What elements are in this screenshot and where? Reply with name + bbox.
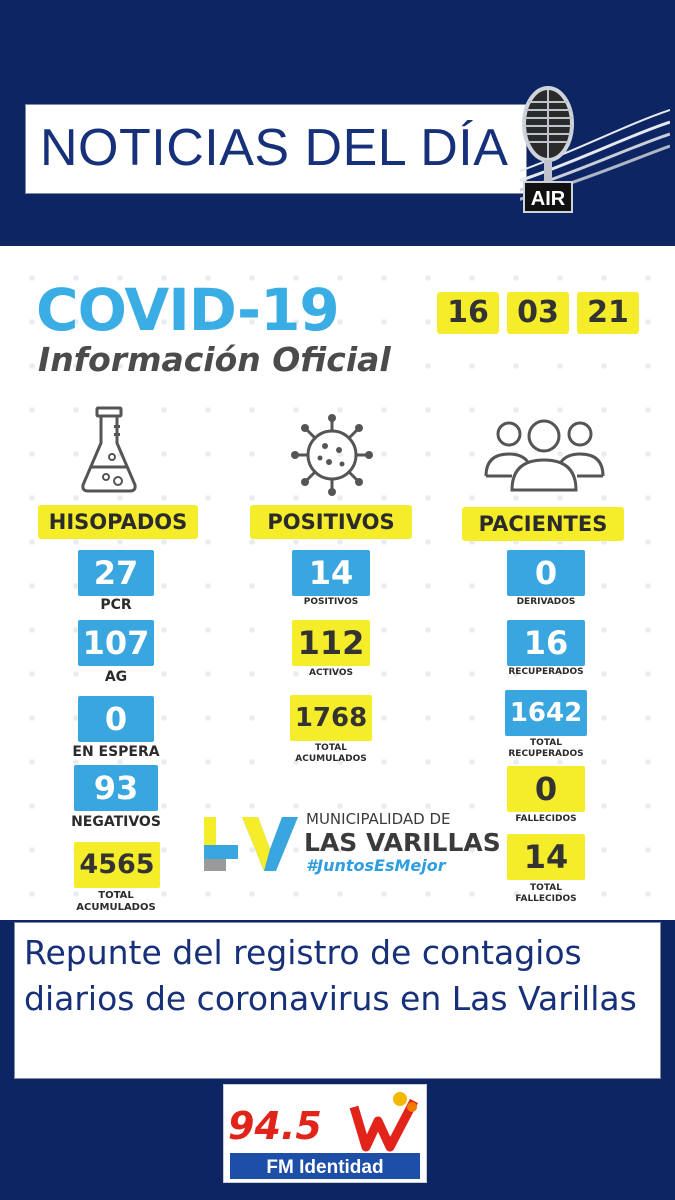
value-fallecidos: 0 (507, 766, 585, 812)
flask-icon (78, 405, 140, 495)
radio-logo (224, 1085, 426, 1182)
microphone-icon (520, 82, 670, 222)
municipality-name: LAS VARILLAS (304, 828, 501, 857)
headline-text: Repunte del registro de contagios diarios de coronavirus en Las Varillas (24, 933, 637, 1018)
label-activos: ACTIVOS (309, 668, 353, 678)
value-negativos: 93 (74, 765, 158, 811)
value-activos: 112 (292, 620, 370, 666)
label-positivos-total-1: TOTAL (315, 743, 347, 753)
air-badge: AIR (530, 188, 566, 210)
value-ag: 107 (78, 620, 154, 666)
value-total-recuperados: 1642 (505, 690, 587, 736)
label-negativos: NEGATIVOS (71, 814, 161, 830)
date-month: 03 (507, 292, 569, 334)
label-total-fallecidos-1: TOTAL (530, 883, 562, 893)
radio-name: FM Identidad (266, 1157, 384, 1178)
category-pacientes: PACIENTES (462, 507, 624, 541)
value-positivos: 14 (292, 550, 370, 596)
municipality-hashtag: #JuntosEsMejor (306, 856, 446, 875)
label-fallecidos: FALLECIDOS (515, 814, 577, 824)
value-derivados: 0 (507, 550, 585, 596)
label-en-espera: EN ESPERA (72, 744, 160, 760)
label-total-recuperados-1: TOTAL (530, 738, 562, 748)
las-varillas-logo (200, 815, 300, 873)
value-total-fallecidos: 14 (507, 834, 585, 880)
value-hisopados-total: 4565 (74, 842, 160, 888)
label-total-recuperados-2: RECUPERADOS (508, 749, 584, 759)
value-pcr: 27 (78, 550, 154, 596)
header-title: NOTICIAS DEL DÍA (40, 119, 509, 177)
date-day: 16 (437, 292, 499, 334)
virus-icon (289, 412, 375, 498)
covid-subtitle: Información Oficial (38, 340, 391, 379)
patients-group-icon (482, 412, 607, 494)
date-year: 21 (577, 292, 639, 334)
category-hisopados: HISOPADOS (38, 505, 198, 539)
label-hisopados-total-1: TOTAL (98, 890, 134, 901)
label-positivos: POSITIVOS (303, 597, 359, 607)
value-en-espera: 0 (78, 696, 154, 742)
label-recuperados: RECUPERADOS (508, 667, 584, 677)
label-derivados: DERIVADOS (516, 597, 576, 607)
label-pcr: PCR (100, 597, 132, 613)
radio-frequency: 94.5 (228, 1104, 322, 1148)
value-positivos-total: 1768 (290, 695, 372, 741)
category-positivos: POSITIVOS (250, 505, 412, 539)
label-ag: AG (104, 669, 128, 685)
covid-title: COVID-19 (36, 276, 339, 344)
value-recuperados: 16 (507, 620, 585, 666)
radio-logo-graphic (224, 1085, 426, 1182)
label-total-fallecidos-2: FALLECIDOS (515, 894, 577, 904)
municipality-top: MUNICIPALIDAD DE (306, 810, 451, 828)
label-positivos-total-2: ACUMULADOS (295, 754, 367, 764)
label-hisopados-total-2: ACUMULADOS (76, 902, 156, 913)
